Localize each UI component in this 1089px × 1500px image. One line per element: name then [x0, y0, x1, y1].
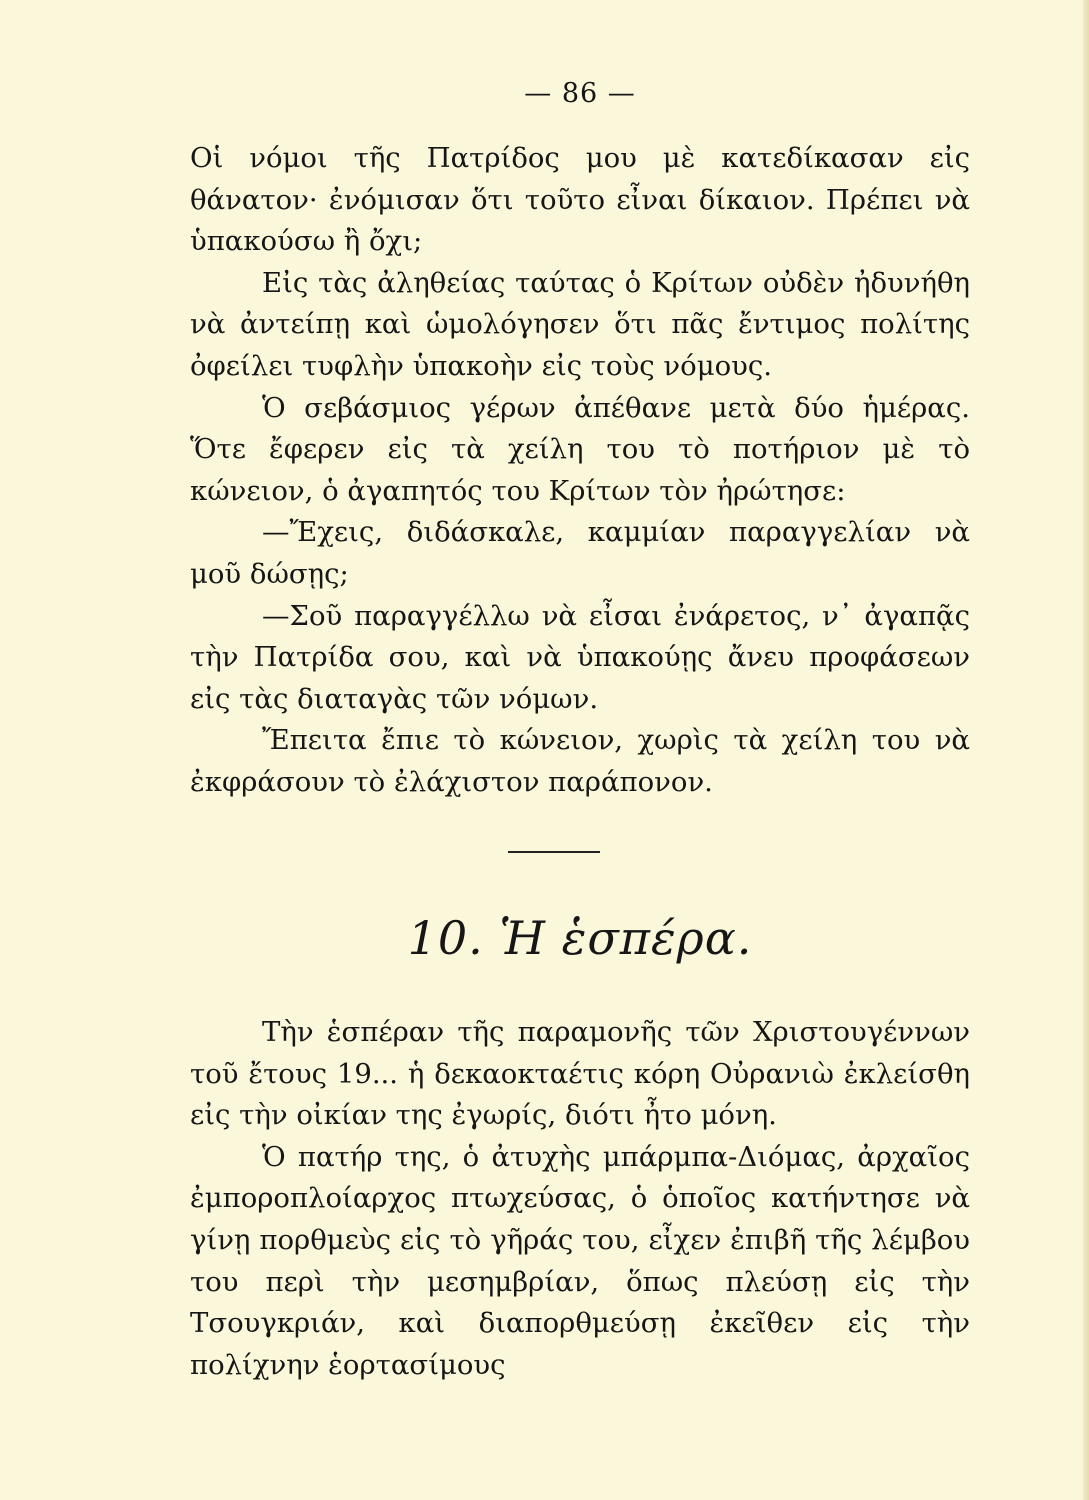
passage-socrates — [190, 138, 970, 804]
paragraph: Ἔπειτα ἔπιε τὸ κώνειον, χωρὶς τὰ χείλη του νὰ ἐκφράσουν τὸ ἐλάχιστον παράπονον. — [190, 724, 970, 798]
passage-evening — [190, 1012, 970, 1386]
dialogue-line: —Ἔχεις, διδάσκαλε, καμμίαν παραγγελίαν νὰ μοῦ δώσῃς; — [190, 516, 970, 590]
paragraph: Οἱ νόμοι τῆς Πατρίδος μου μὲ κατεδίκασαν εἰς θάνατον· ἐνόμισαν ὅτι τοῦτο εἶναι δίκαιον. Πρέπει νὰ ὑπακούσω ἢ ὄχι; — [190, 142, 970, 258]
page-number: — 86 — — [524, 78, 636, 109]
paragraph: Ὁ σεβάσμιος γέρων ἀπέθανε μετὰ δύο ἡμέρας. Ὅτε ἔφερεν εἰς τὰ χείλη του τὸ ποτήριον μὲ τὸ κώνειον, ὁ ἀγαπητός του Κρίτων τὸν ἠρώτησε: — [190, 391, 970, 507]
paragraph: Ὁ πατήρ της, ὁ ἀτυχὴς μπάρμπα-Διόμας, ἀρχαῖος ἐμποροπλοίαρχος πτωχεύσας, ὁ ὁποῖος κατήντησε νὰ γίνῃ πορθμεὺς εἰς τὸ γῆράς του, εἶχεν ἐπιβῆ τῆς λέμβου του περὶ τὴν μεσημβρίαν, ὅπως πλεύσῃ εἰς τὴν Τσουγκριάν, καὶ διαπορθμεύσῃ ἐκεῖθεν εἰς τὴν πολίχνην ἑορτασίμους — [190, 1140, 970, 1381]
section-divider — [508, 851, 600, 853]
paragraph: Εἰς τὰς ἀληθείας ταύτας ὁ Κρίτων οὐδὲν ἠδυνήθη νὰ ἀντείπῃ καὶ ὡμολόγησεν ὅτι πᾶς ἔντιμος πολίτης ὀφείλει τυφλὴν ὑπακοὴν εἰς τοὺς νόμους. — [190, 266, 970, 382]
chapter-title: 10. Ἡ ἑσπέρα. — [407, 911, 753, 965]
paragraph: Τὴν ἑσπέραν τῆς παραμονῆς τῶν Χριστουγέννων τοῦ ἔτους 19... ἡ δεκαοκταέτις κόρη Οὐρανιὼ ἐκλείσθη εἰς τὴν οἰκίαν της ἐγωρίς, διότι ἦτο μόνη. — [190, 1016, 970, 1132]
dialogue-line: —Σοῦ παραγγέλλω νὰ εἶσαι ἐνάρετος, ν᾽ ἀγαπᾷς τὴν Πατρίδα σου, καὶ νὰ ὑπακούῃς ἄνευ προφάσεων εἰς τὰς διαταγὰς τῶν νόμων. — [190, 599, 970, 715]
page-edge — [1083, 0, 1089, 1500]
